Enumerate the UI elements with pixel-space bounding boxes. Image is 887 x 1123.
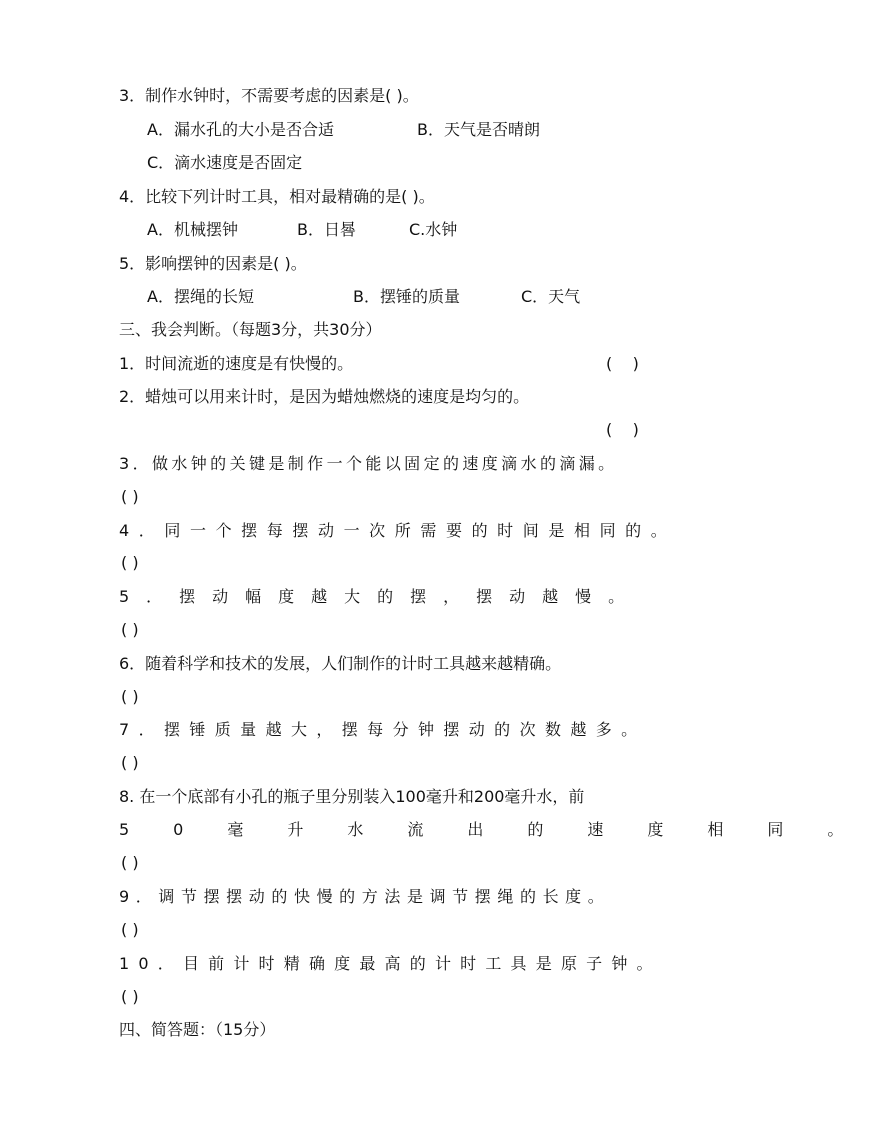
question-3-stem: 3．制作水钟时，不需要考虑的因素是( )。 <box>119 86 419 105</box>
question-4-option-c: C.水钟 <box>409 220 458 239</box>
judge-item-6: 6．随着科学和技术的发展，人们制作的计时工具越来越精确。 <box>119 654 562 673</box>
judge-answer-blank-7[interactable]: ( ) <box>121 753 139 772</box>
judge-item-10: 10．目前计时精确度最高的计时工具是原子钟。 <box>119 954 662 973</box>
section-short-answer-header: 四、简答题：（15分） <box>119 1020 276 1039</box>
judge-item-7: 7．摆锤质量越大，摆每分钟摆动的次数越多。 <box>119 720 647 739</box>
question-4-option-b: B．日晷 <box>297 220 356 239</box>
judge-item-4: 4．同一个摆每摆动一次所需要的时间是相同的。 <box>119 521 677 540</box>
judge-answer-blank-5[interactable]: ( ) <box>121 620 139 639</box>
judge-item-1: 1．时间流逝的速度是有快慢的。 <box>119 354 354 373</box>
question-3-options-row1 <box>147 120 697 140</box>
judge-answer-blank-1[interactable]: ( ) <box>606 354 639 373</box>
question-3-option-c: C．滴水速度是否固定 <box>147 153 303 172</box>
question-4-option-a: A．机械摆钟 <box>147 220 238 239</box>
question-3-option-a: A．漏水孔的大小是否合适 <box>147 120 334 139</box>
judge-answer-blank-9[interactable]: ( ) <box>121 920 139 939</box>
judge-item-5: 5．摆动幅度越大的摆，摆动越慢。 <box>119 587 642 606</box>
judge-item-2: 2．蜡烛可以用来计时，是因为蜡烛燃烧的速度是均匀的。 <box>119 387 530 406</box>
judge-answer-blank-6[interactable]: ( ) <box>121 687 139 706</box>
question-5-option-c: C．天气 <box>521 287 581 306</box>
question-5-option-a: A．摆绳的长短 <box>147 287 254 306</box>
question-4-options <box>147 220 697 240</box>
question-5-options <box>147 287 697 307</box>
judge-item-3: 3．做水钟的关键是制作一个能以固定的速度滴水的滴漏。 <box>119 454 618 473</box>
section-judge-header: 三、我会判断。（每题3分，共30分） <box>119 320 382 339</box>
judge-answer-blank-2[interactable]: ( ) <box>606 420 639 439</box>
question-5-stem: 5．影响摆钟的因素是( )。 <box>119 254 307 273</box>
question-4-stem: 4．比较下列计时工具，相对最精确的是( )。 <box>119 187 435 206</box>
judge-answer-blank-3[interactable]: ( ) <box>121 487 139 506</box>
judge-item-9: 9．调节摆摆动的快慢的方法是调节摆绳的长度。 <box>119 887 611 906</box>
judge-answer-blank-10[interactable]: ( ) <box>121 987 139 1006</box>
judge-item-8-line-2: 50毫升水流出的速度相同。 <box>119 820 887 839</box>
judge-item-8-line-1: 8. 在一个底部有小孔的瓶子里分别装入100毫升和200毫升水，前 <box>119 787 585 806</box>
question-5-option-b: B．摆锤的质量 <box>353 287 460 306</box>
judge-answer-blank-4[interactable]: ( ) <box>121 553 139 572</box>
question-3-option-b: B．天气是否晴朗 <box>417 120 540 139</box>
judge-answer-blank-8[interactable]: ( ) <box>121 853 139 872</box>
